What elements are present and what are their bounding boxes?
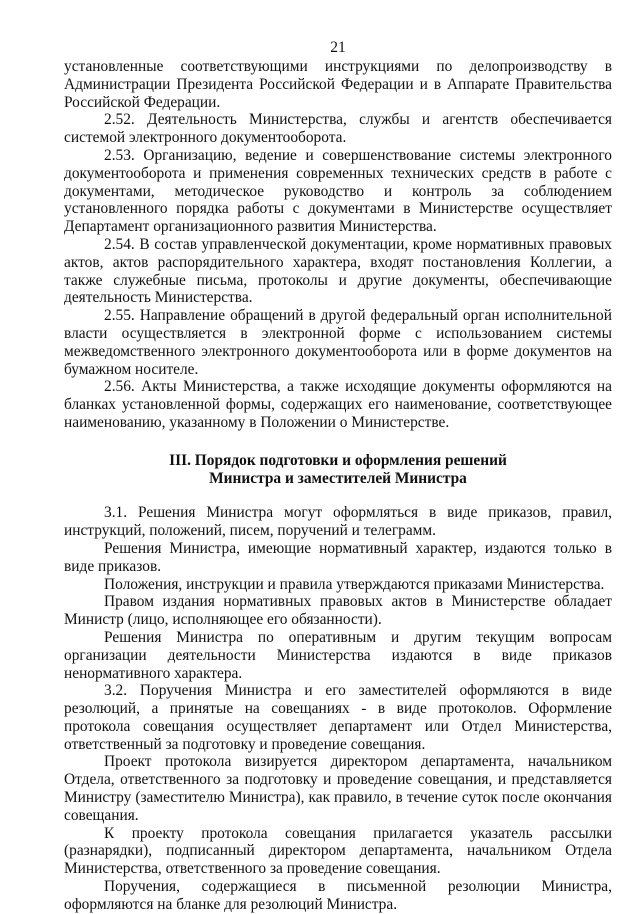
- paragraph-3-1-operational: Решения Министра по оперативным и другим текущим вопросам организации деятельности Министерства издаются в виде приказов ненормативного характера.: [64, 628, 612, 682]
- paragraph-2-55: 2.55. Направление обращений в другой федеральный орган исполнительной власти осуществляется в электронной форме с использованием системы межведомственного электронного документооборота или в форме документов на бумажном носителе.: [64, 307, 612, 378]
- paragraph-3-1-authority: Правом издания нормативных правовых актов в Министерстве обладает Министр (лицо, исполняющее его обязанности).: [64, 593, 612, 629]
- paragraph-3-2: 3.2. Поручения Министра и его заместителей оформляются в виде резолюций, а принятые на совещаниях - в виде протоколов. Оформление протокола совещания осуществляет департамент или Отдел Министерства, ответственный за подготовку и проведение совещания.: [64, 682, 612, 753]
- section-heading-line-1: III. Порядок подготовки и оформления решений: [169, 451, 507, 469]
- paragraph-3-1-approval: Положения, инструкции и правила утверждаются приказами Министерства.: [104, 575, 605, 593]
- section-heading-line-2: Министра и заместителей Министра: [209, 469, 467, 487]
- paragraph-2-54: 2.54. В состав управленческой документации, кроме нормативных правовых актов, актов распорядительного характера, входят постановления Коллегии, а также служебные письма, протоколы и другие документы, обеспечивающие деятельность Министерства.: [64, 235, 612, 307]
- paragraph-3-2-draft: Проект протокола визируется директором департамента, начальником Отдела, ответственного за подготовку и проведение совещания, и представляется Министру (заместителю Министра), как правило, в течение суток после окончания совещания.: [64, 753, 612, 824]
- paragraph-3-2-resolution: Поручения, содержащиеся в письменной резолюции Министра, оформляются на бланке для резолюций Министра.: [64, 878, 612, 913]
- paragraph-2-52: 2.52. Деятельность Министерства, службы и агентств обеспечивается системой электронного документооборота.: [64, 111, 612, 147]
- paragraph-3-1-normative: Решения Министра, имеющие нормативный характер, издаются только в виде приказов.: [64, 539, 612, 575]
- paragraph-3-2-distribution: К проекту протокола совещания прилагается указатель рассылки (разнарядки), подписанный директором департамента, начальником Отдела Министерства, ответственного за проведение совещания.: [64, 824, 612, 878]
- page-number: 21: [330, 39, 346, 56]
- paragraph-2-56: 2.56. Акты Министерства, а также исходящие документы оформляются на бланках установленной формы, содержащих его наименование, соответствующее наименованию, указанному в Положении о Министерстве.: [64, 378, 612, 431]
- section-heading: [64, 452, 612, 488]
- paragraph-3-1: 3.1. Решения Министра могут оформляться в виде приказов, правил, инструкций, положений, писем, поручений и телеграмм.: [64, 504, 612, 540]
- paragraph-continuation: установленные соответствующими инструкциями по делопроизводству в Администрации Президента Российской Федерации и в Аппарате Правительства Российской Федерации.: [64, 58, 612, 111]
- paragraph-2-53: 2.53. Организацию, ведение и совершенствование системы электронного документооборота и применения современных технических средств в работе с документами, методическое руководство и контроль за соблюдением установленного порядка работы с документами в Министерстве осуществляет Департамент организационного развития Министерства.: [64, 146, 612, 236]
